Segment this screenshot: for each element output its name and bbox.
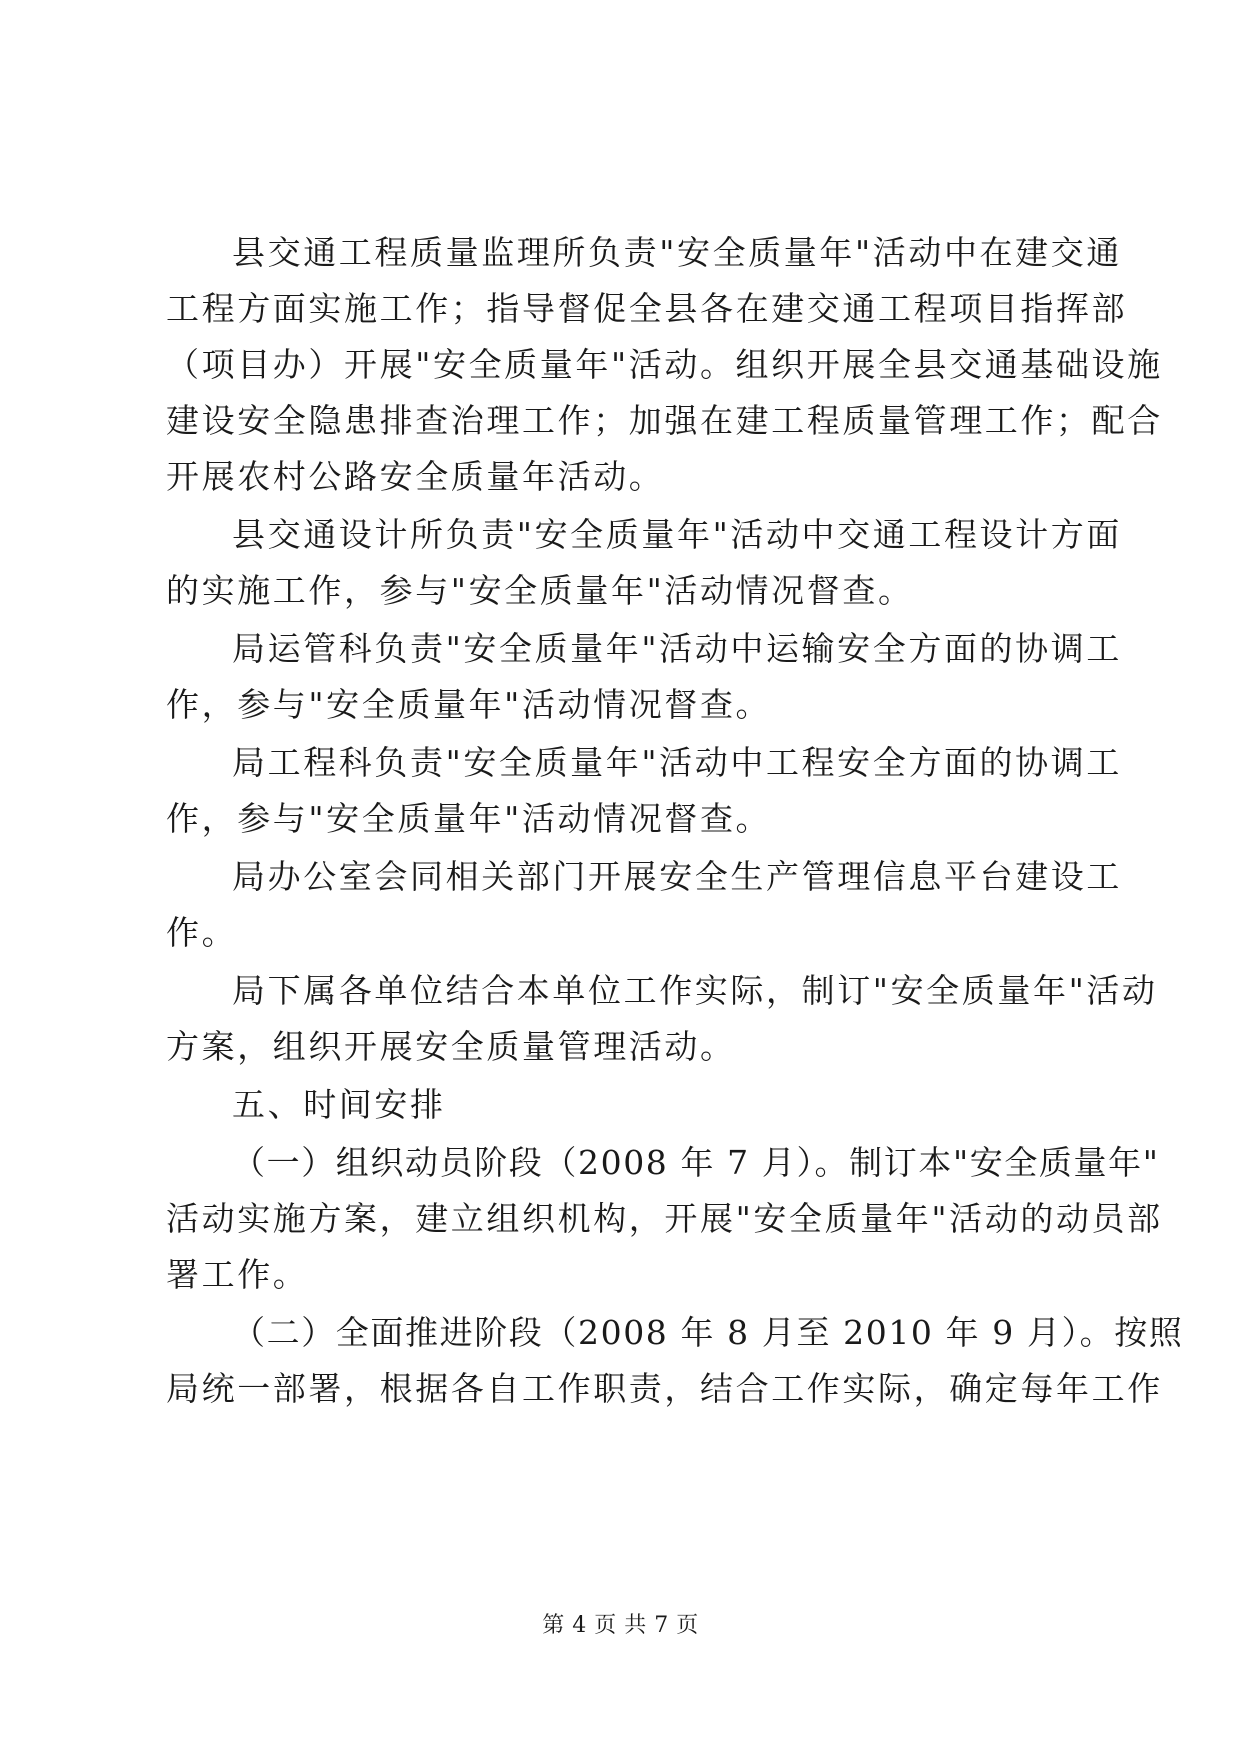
paragraph-line: 工程方面实施工作；指导督促全县各在建交通工程项目指挥部 bbox=[166, 289, 1128, 328]
paragraph-line: （二）全面推进阶段（2008 年 8 月至 2010 年 9 月）。按照 bbox=[232, 1313, 1184, 1352]
paragraph-line: 开展农村公路安全质量年活动。 bbox=[166, 457, 665, 496]
paragraph-line: 局运管科负责"安全质量年"活动中运输安全方面的协调工 bbox=[232, 629, 1122, 668]
paragraph-line: 作，参与"安全质量年"活动情况督查。 bbox=[166, 685, 772, 724]
paragraph-line: 建设安全隐患排查治理工作；加强在建工程质量管理工作；配合 bbox=[166, 401, 1163, 440]
paragraph-line: 县交通设计所负责"安全质量年"活动中交通工程设计方面 bbox=[232, 515, 1122, 554]
paragraph-line: （项目办）开展"安全质量年"活动。组织开展全县交通基础设施 bbox=[166, 345, 1163, 384]
paragraph-line: 方案，组织开展安全质量管理活动。 bbox=[166, 1027, 736, 1066]
paragraph-line: 局工程科负责"安全质量年"活动中工程安全方面的协调工 bbox=[232, 743, 1122, 782]
paragraph-line: 县交通工程质量监理所负责"安全质量年"活动中在建交通 bbox=[232, 233, 1122, 272]
paragraph-line: 局办公室会同相关部门开展安全生产管理信息平台建设工 bbox=[232, 857, 1122, 896]
paragraph-line: 的实施工作，参与"安全质量年"活动情况督查。 bbox=[166, 571, 914, 610]
paragraph-line: 局统一部署，根据各自工作职责，结合工作实际，确定每年工作 bbox=[166, 1369, 1163, 1408]
section-heading: 五、时间安排 bbox=[232, 1085, 446, 1124]
page-number-footer: 第 4 页 共 7 页 bbox=[542, 1613, 699, 1638]
paragraph-line: 局下属各单位结合本单位工作实际，制订"安全质量年"活动 bbox=[232, 971, 1158, 1010]
paragraph-line: （一）组织动员阶段（2008 年 7 月）。制订本"安全质量年" bbox=[232, 1143, 1160, 1182]
paragraph-line: 署工作。 bbox=[166, 1255, 309, 1294]
paragraph-line: 作，参与"安全质量年"活动情况督查。 bbox=[166, 799, 772, 838]
paragraph-line: 作。 bbox=[166, 913, 238, 952]
paragraph-line: 活动实施方案，建立组织机构，开展"安全质量年"活动的动员部 bbox=[166, 1199, 1163, 1238]
